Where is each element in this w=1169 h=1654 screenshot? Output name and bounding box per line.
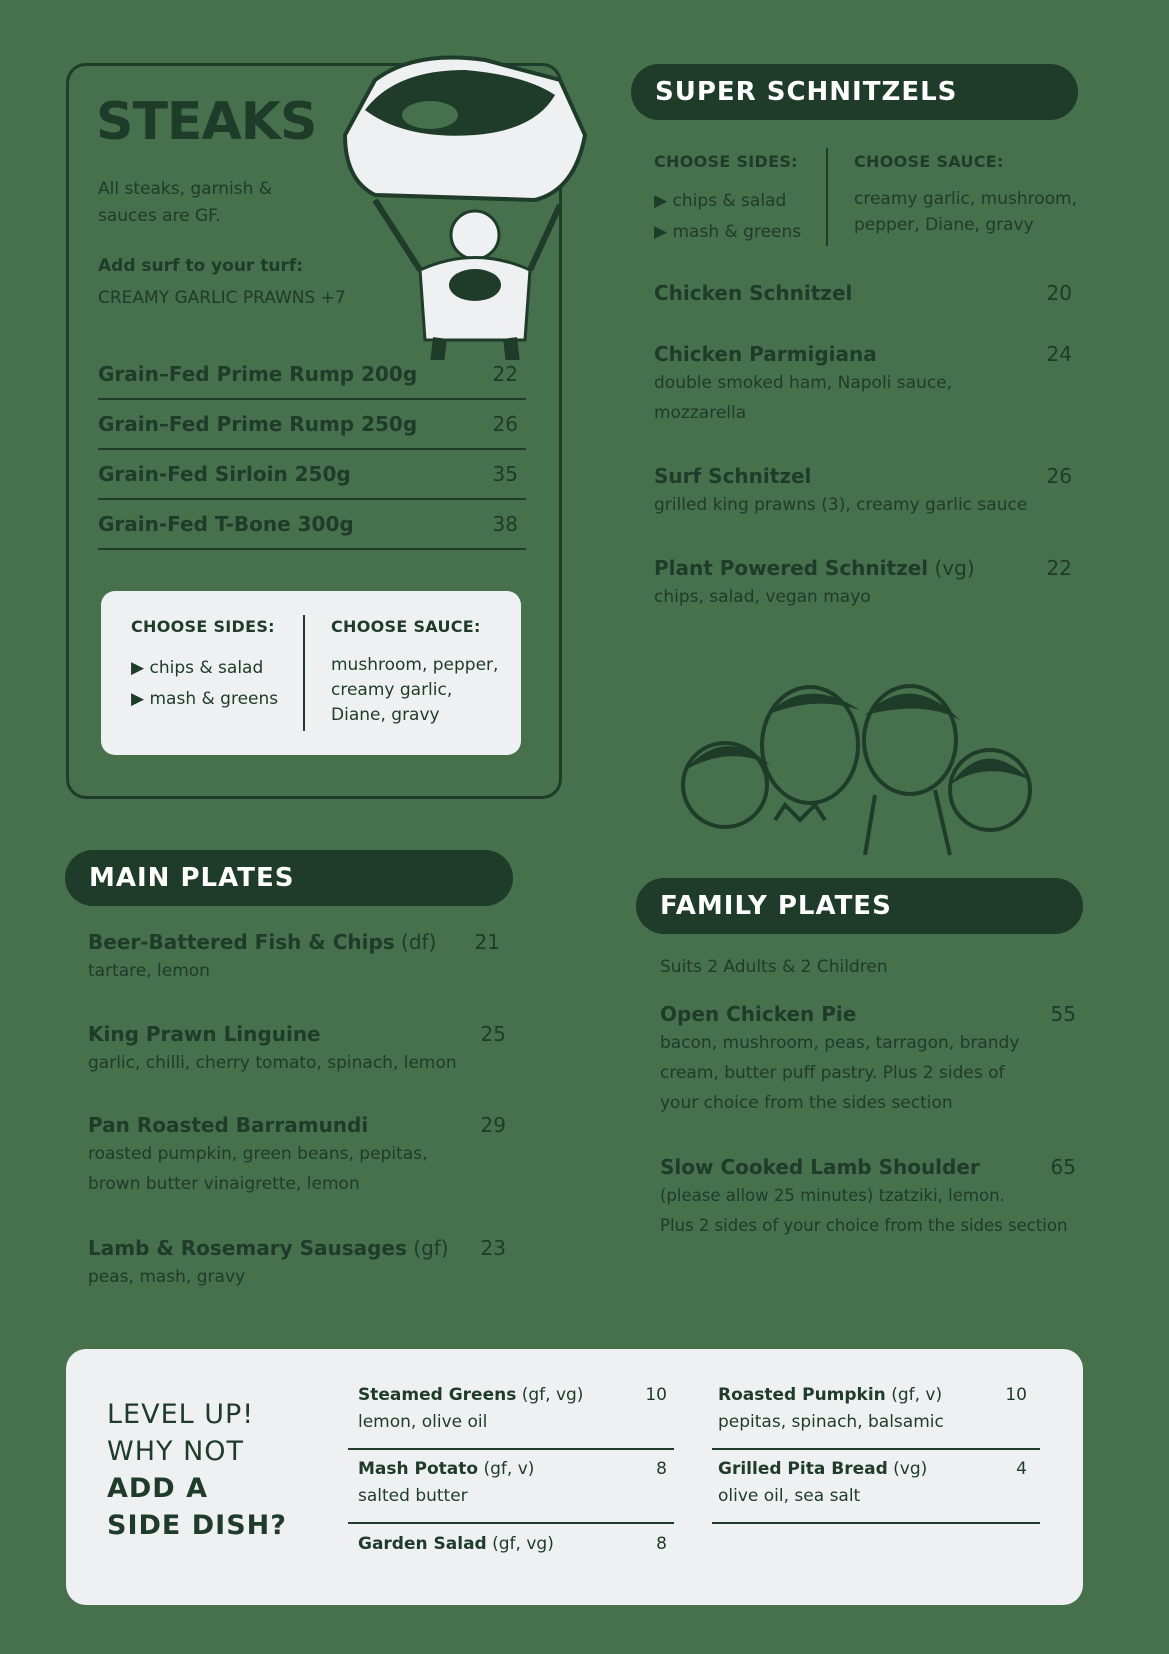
item-name: Open Chicken Pie bbox=[660, 1002, 857, 1026]
triangle-bullet-icon: ▶ bbox=[654, 222, 668, 242]
schnitzel-sides-heading: CHOOSE SIDES: bbox=[654, 152, 798, 171]
item-name-text: Beer-Battered Fish & Chips bbox=[88, 930, 395, 954]
menu-item bbox=[88, 930, 506, 986]
steak-row bbox=[98, 350, 526, 400]
sauce-list bbox=[331, 653, 498, 728]
steaks-title: STEAKS bbox=[96, 92, 317, 152]
side-item bbox=[718, 1456, 1035, 1510]
steaks-note bbox=[98, 176, 272, 230]
side-price: 8 bbox=[656, 1459, 667, 1479]
menu-item bbox=[88, 1236, 506, 1292]
item-price: 55 bbox=[1050, 1002, 1076, 1026]
dietary-tag: (gf, v) bbox=[885, 1385, 943, 1405]
item-name-text: Lamb & Rosemary Sausages bbox=[88, 1236, 407, 1260]
callout-line: ADD A bbox=[107, 1473, 209, 1504]
divider bbox=[712, 1522, 1040, 1524]
side-price: 10 bbox=[645, 1385, 667, 1405]
item-name: Chicken Parmigiana bbox=[654, 342, 877, 366]
steaks-note-line: sauces are GF. bbox=[98, 206, 221, 226]
item-price: 23 bbox=[480, 1236, 506, 1260]
steak-price: 38 bbox=[492, 512, 518, 536]
side-name: Mash Potato bbox=[358, 1459, 479, 1479]
menu-item bbox=[654, 342, 1072, 428]
steak-price: 26 bbox=[492, 412, 518, 436]
schnitzels-header: SUPER SCHNITZELS bbox=[631, 64, 1078, 120]
schnitzel-sauce-heading: CHOOSE SAUCE: bbox=[854, 152, 1004, 171]
steak-row bbox=[98, 450, 526, 500]
steak-price: 22 bbox=[492, 362, 518, 386]
side-item bbox=[718, 1382, 1035, 1436]
dietary-tag: (gf, vg) bbox=[486, 1534, 554, 1554]
item-name: Chicken Schnitzel bbox=[654, 281, 853, 305]
sides-heading: CHOOSE SIDES: bbox=[131, 617, 275, 636]
steak-name: Grain-Fed Sirloin 250g bbox=[98, 462, 351, 486]
dietary-tag: (gf, vg) bbox=[516, 1385, 584, 1405]
side-price: 8 bbox=[656, 1534, 667, 1554]
item-name: Slow Cooked Lamb Shoulder bbox=[660, 1155, 980, 1179]
steak-price: 35 bbox=[492, 462, 518, 486]
side-description: pepitas, spinach, balsamic bbox=[718, 1412, 944, 1432]
divider bbox=[348, 1448, 674, 1450]
item-price: 20 bbox=[1046, 281, 1072, 305]
sauce-line: mushroom, pepper, bbox=[331, 655, 499, 675]
desc-line: double smoked ham, Napoli sauce, bbox=[654, 373, 953, 393]
sauce-line: creamy garlic, mushroom, bbox=[854, 189, 1078, 209]
desc-line: mozzarella bbox=[654, 403, 747, 423]
menu-item bbox=[660, 1002, 1076, 1118]
sides-callout bbox=[107, 1396, 287, 1544]
sauce-line: Diane, gravy bbox=[331, 705, 440, 725]
divider bbox=[712, 1448, 1040, 1450]
side-name: Garden Salad bbox=[358, 1534, 487, 1554]
side-description: salted butter bbox=[358, 1486, 468, 1506]
side-name: Roasted Pumpkin bbox=[718, 1385, 886, 1405]
desc-line: roasted pumpkin, green beans, pepitas, bbox=[88, 1144, 428, 1164]
item-name bbox=[88, 930, 506, 954]
item-price: 65 bbox=[1050, 1155, 1076, 1179]
divider bbox=[348, 1522, 674, 1524]
item-description: grilled king prawns (3), creamy garlic sauce bbox=[654, 495, 1028, 515]
side-description: olive oil, sea salt bbox=[718, 1486, 861, 1506]
sauce-line: pepper, Diane, gravy bbox=[854, 215, 1034, 235]
side-option: ▶ mash & greens bbox=[131, 689, 279, 709]
dietary-tag: (df) bbox=[394, 930, 437, 954]
item-description: tartare, lemon bbox=[88, 961, 210, 981]
menu-item bbox=[654, 556, 1072, 612]
family-note: Suits 2 Adults & 2 Children bbox=[660, 957, 888, 977]
chef-with-steak-illustration bbox=[335, 40, 595, 360]
steaks-options-panel bbox=[101, 591, 521, 755]
callout-line: LEVEL UP! bbox=[107, 1399, 255, 1430]
divider bbox=[826, 148, 828, 246]
item-name: King Prawn Linguine bbox=[88, 1022, 321, 1046]
menu-item bbox=[654, 281, 1072, 305]
side-item bbox=[358, 1456, 675, 1510]
triangle-bullet-icon: ▶ bbox=[131, 658, 145, 678]
side-option: ▶ mash & greens bbox=[654, 222, 802, 242]
steak-name: Grain–Fed Prime Rump 200g bbox=[98, 362, 418, 386]
desc-line: your choice from the sides section bbox=[660, 1093, 953, 1113]
side-name: Grilled Pita Bread bbox=[718, 1459, 888, 1479]
item-name bbox=[88, 1236, 506, 1260]
surf-item: CREAMY GARLIC PRAWNS +7 bbox=[98, 288, 346, 308]
item-price: 29 bbox=[480, 1113, 506, 1137]
side-option: ▶ chips & salad bbox=[131, 658, 264, 678]
menu-item bbox=[88, 1022, 506, 1078]
side-price: 4 bbox=[1016, 1459, 1027, 1479]
dietary-tag: (vg) bbox=[928, 556, 975, 580]
steak-name: Grain–Fed Prime Rump 250g bbox=[98, 412, 418, 436]
item-description: garlic, chilli, cherry tomato, spinach, lemon bbox=[88, 1053, 457, 1073]
item-name: Surf Schnitzel bbox=[654, 464, 812, 488]
item-price: 21 bbox=[474, 930, 500, 954]
sides-list bbox=[131, 653, 278, 715]
callout-line: WHY NOT bbox=[107, 1436, 245, 1467]
side-price: 10 bbox=[1005, 1385, 1027, 1405]
item-description: peas, mash, gravy bbox=[88, 1267, 246, 1287]
item-description bbox=[660, 1028, 1076, 1118]
item-price: 25 bbox=[480, 1022, 506, 1046]
surf-heading: Add surf to your turf: bbox=[98, 256, 304, 276]
item-description bbox=[660, 1181, 1076, 1241]
item-price: 22 bbox=[1046, 556, 1072, 580]
item-description: chips, salad, vegan mayo bbox=[654, 587, 871, 607]
side-name: Steamed Greens bbox=[358, 1385, 517, 1405]
callout-line: SIDE DISH? bbox=[107, 1510, 287, 1541]
menu-item bbox=[88, 1113, 506, 1199]
main-plates-header: MAIN PLATES bbox=[65, 850, 513, 906]
steak-row bbox=[98, 500, 526, 550]
schnitzel-sauce-list bbox=[854, 186, 1077, 238]
item-price: 24 bbox=[1046, 342, 1072, 366]
item-name: Pan Roasted Barramundi bbox=[88, 1113, 369, 1137]
menu-item bbox=[654, 464, 1072, 520]
desc-line: Plus 2 sides of your choice from the sides section bbox=[660, 1216, 1068, 1235]
dietary-tag: (vg) bbox=[887, 1459, 928, 1479]
item-name-text: Plant Powered Schnitzel bbox=[654, 556, 929, 580]
item-description bbox=[654, 368, 1072, 428]
side-description: lemon, olive oil bbox=[358, 1412, 488, 1432]
schnitzel-sides-list bbox=[654, 186, 801, 248]
steak-row bbox=[98, 400, 526, 450]
menu-item bbox=[660, 1155, 1076, 1241]
triangle-bullet-icon: ▶ bbox=[131, 689, 145, 709]
desc-line: bacon, mushroom, peas, tarragon, brandy bbox=[660, 1033, 1020, 1053]
divider bbox=[303, 615, 305, 731]
triangle-bullet-icon: ▶ bbox=[654, 191, 668, 211]
steak-name: Grain-Fed T-Bone 300g bbox=[98, 512, 354, 536]
desc-line: cream, butter puff pastry. Plus 2 sides of bbox=[660, 1063, 1005, 1083]
desc-line: (please allow 25 minutes) tzatziki, lemon. bbox=[660, 1186, 1005, 1205]
side-option: ▶ chips & salad bbox=[654, 191, 787, 211]
side-item bbox=[358, 1531, 675, 1558]
side-item bbox=[358, 1382, 675, 1436]
item-name bbox=[654, 556, 1072, 580]
item-price: 26 bbox=[1046, 464, 1072, 488]
dietary-tag: (gf) bbox=[406, 1236, 449, 1260]
steaks-note-line: All steaks, garnish & bbox=[98, 179, 273, 199]
sauce-heading: CHOOSE SAUCE: bbox=[331, 617, 481, 636]
desc-line: brown butter vinaigrette, lemon bbox=[88, 1174, 360, 1194]
family-faces-illustration bbox=[675, 675, 1050, 875]
family-plates-header: FAMILY PLATES bbox=[636, 878, 1083, 934]
item-description bbox=[88, 1139, 506, 1199]
sauce-line: creamy garlic, bbox=[331, 680, 453, 700]
dietary-tag: (gf, v) bbox=[478, 1459, 535, 1479]
